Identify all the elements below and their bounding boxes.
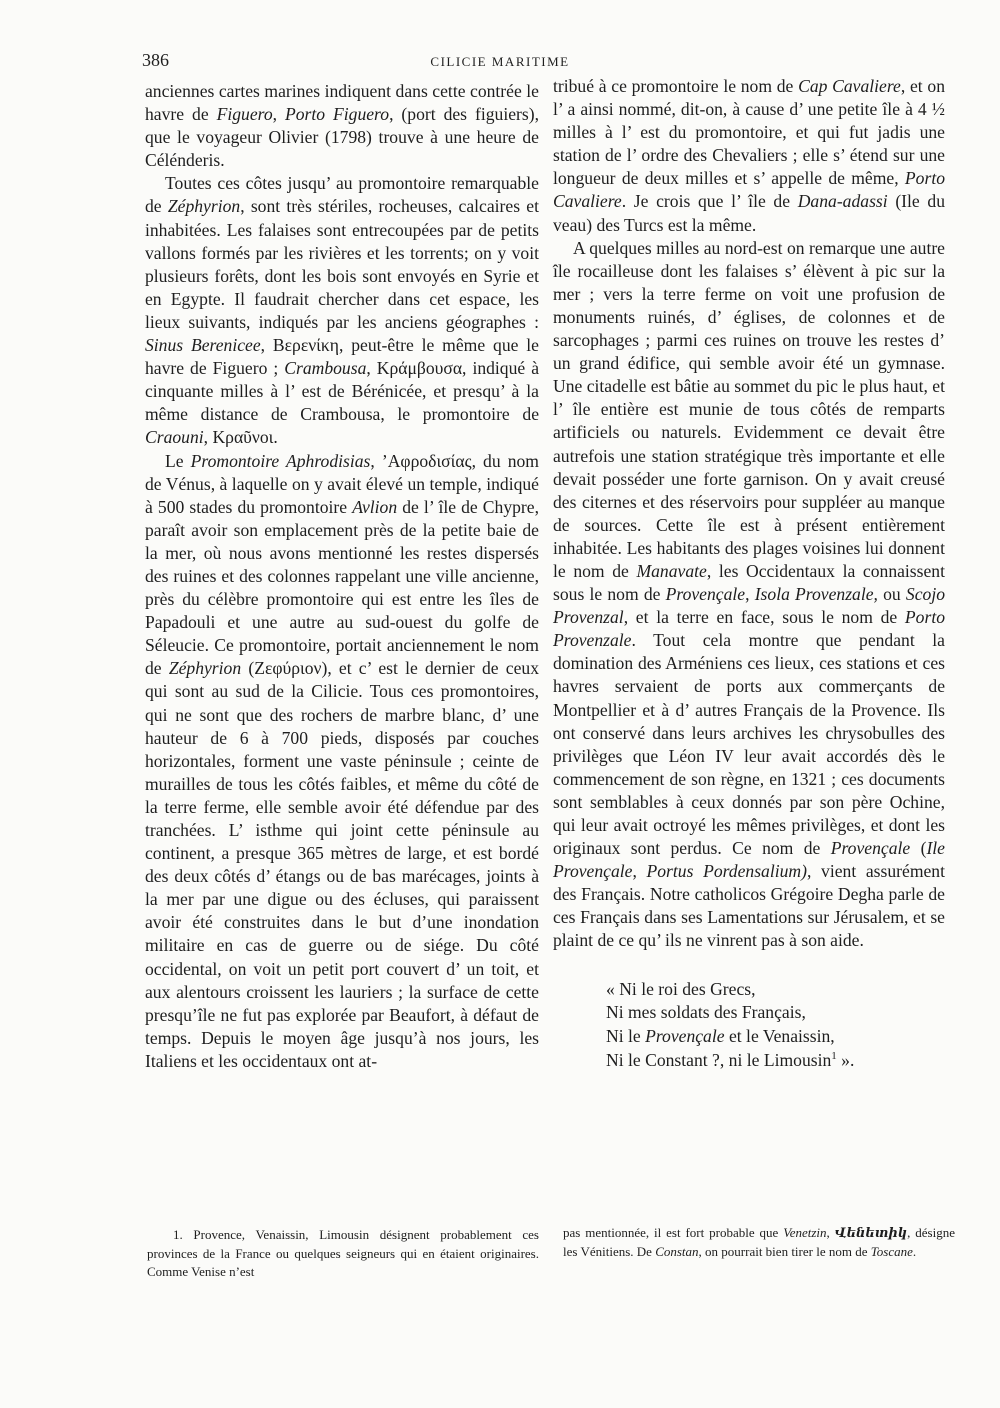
paragraph: anciennes cartes marines indiquent dans cette contrée le havre de Figuero, Porto Figuero, (port des figuiers), que le voyageur Olivier (1798) trouve à une heure de Célénderis. [145, 81, 539, 171]
verse-line: Ni mes soldats des Français, [606, 1002, 806, 1023]
verse-line: Ni le Constant ?, ni le Limousin$^1$ ». [606, 1049, 855, 1070]
right-column [553, 75, 945, 1073]
footnote-marker: 1 [831, 1050, 837, 1063]
footnote-left: 1. Provence, Venaissin, Limousin désignent probablement ces provinces de la France ou quelques seigneurs qui en étaient originaires. Comme Venise n’est [147, 1227, 539, 1279]
footnote-right: pas mentionnée, il est fort probable que Venetzin, Վենետիկ, désigne les Vénitiens. De Constan, on pourrait bien tirer le nom de Toscane. [563, 1225, 955, 1259]
left-column [145, 80, 539, 1073]
paragraph: Le Promontoire Aphrodisias, ’Αφροδισίας, du nom de Vénus, à laquelle on y avait élevé un temple, indiqué à 500 stades du promontoire Avlion de l’ île de Chypre, paraît avoir son emplacement près de la petite baie de la mer, où nous avons mentionné les restes dispersés des ruines et des colonnes rappelant une ville ancienne, près du célèbre promontoire qui est entre les îles de Papadouli et une autre au sud-ouest du golfe de Séleucie. Ce promontoire, portait anciennement le nom de Zéphyrion (Ζεφύριον), et c’ est le dernier de ceux qui sont au sud de la Cilicie. Tous ces promontoires, qui ne sont que des rochers de marbre blanc, d’ une hauteur de 6 à 700 pieds, disposés par couches horizontales, forment une vaste péninsule ; ceinte de murailles de tous les côtés faibles, et même du côté de la terre ferme, elle semble avoir été défendue par des tranchées. L’ isthme qui joint cette péninsule au continent, a presque 365 mètres de large, et est bordé des deux côtés d’ étangs ou de bas marécages, joints à la mer par une digue ou des écluses, qui paraissent avoir été construites dans le but d’une inondation militaire en cas de guerre ou de siége. Du côté occidental, on voit un petit port couvert d’ un toit, et aux alentours croissent les lauriers ; la surface de cette presqu’île ne fut pas explorée par Beaufort, à défaut de temps. Depuis le moyen âge jusqu’à nos jours, les Italiens et les occidentaux ont at- [145, 450, 539, 1071]
paragraph: A quelques milles au nord-est on remarque une autre île rocailleuse dont les falaises s’ élèvent à pic sur la mer ; vers la terre ferme on voit une profusion de monuments ruinés, d’ églises, de colonnes et de sarcophages ; parmi ces ruines on trouve les restes d’ un grand édifice, qui semble avoir été un gymnase. Une citadelle est bâtie au sommet du pic le plus haut, et l’ île entière est munie de tous côtés de remparts artificiels ou naturels. Evidemment ce devait être autrefois une station stratégique très importante et elle devait posséder une forte garnison. On y avait creusé des citernes et des réservoirs pour suppléer au manque de sources. Cette île est à présent entièrement inhabitée. Les habitants des plages voisines lui donnent le nom de Manavate, les Occidentaux la connaissent sous le nom de Provençale, Isola Provenzale, ou Scojo Provenzal, et la terre en face, sous le nom de Porto Provenzale. Tout cela montre que pendant la domination des Arméniens ces lieux, ces stations et ces havres servaient de ports aux commerçants de Montpellier et à d’ autres Français de la Provence. Ils ont conservé dans leurs archives les chrysobulles des privilèges que Léon IV leur avait accordés dès le commencement de son règne, en 1321 ; ces documents sont semblables à ceux donnés par son père Ochine, qui leur avait octroyé les mêmes privilèges, et dont les originaux sont perdus. Ce nom de Provençale (Ile Provençale, Portus Pordensalium), vient assurément des Français. Notre catholicos Grégoire Degha parle de ces Français dans ses Lamentations sur Jérusalem, et se plaint de ce qu’ ils ne vinrent pas à son aide. [553, 237, 946, 951]
paragraph: tribué à ce promontoire le nom de Cap Cavaliere, et on l’ a ainsi nommé, dit-on, à cause d’ une petite île à 4 ½ milles à l’ est du promontoire, et qui fut jadis une station de l’ ordre des Chevaliers ; elle s’ étend sur une longueur de deux milles et s’ appelle de même, Porto Cavaliere. Je crois que l’ île de Dana-adassi (Ile du veau) des Turcs est la même. [553, 76, 946, 235]
running-title: CILICIE MARITIME [430, 54, 570, 69]
page-number: 386 [142, 50, 169, 70]
verse-quote [606, 978, 945, 1073]
verse-line: Ni le Provençale et le Venaissin, [606, 1026, 835, 1047]
verse-line: « Ni le roi des Grecs, [606, 978, 756, 999]
paragraph: Toutes ces côtes jusqu’ au promontoire remarquable de Zéphyrion, sont très stériles, rocheuses, calcaires et inhabitées. Les falaises sont entrecoupées par de petits vallons formés par les rivières et les torrents; on y voit plusieurs forêts, dont les bois sont envoyés en Syrie et en Egypte. Il faudrait chercher dans cet espace, les lieux suivants, indiqués par les anciens géographes : Sinus Berenicee, Βερενίκη, peut-être le même que le havre de Figuero ; Crambousa, Κράμβουσα, indiqué à cinquante milles à l’ est de Bérénicée, et presqu’ à la même distance de Crambousa, le promontoire de Craouni, Κραῦνοι. [145, 173, 540, 448]
